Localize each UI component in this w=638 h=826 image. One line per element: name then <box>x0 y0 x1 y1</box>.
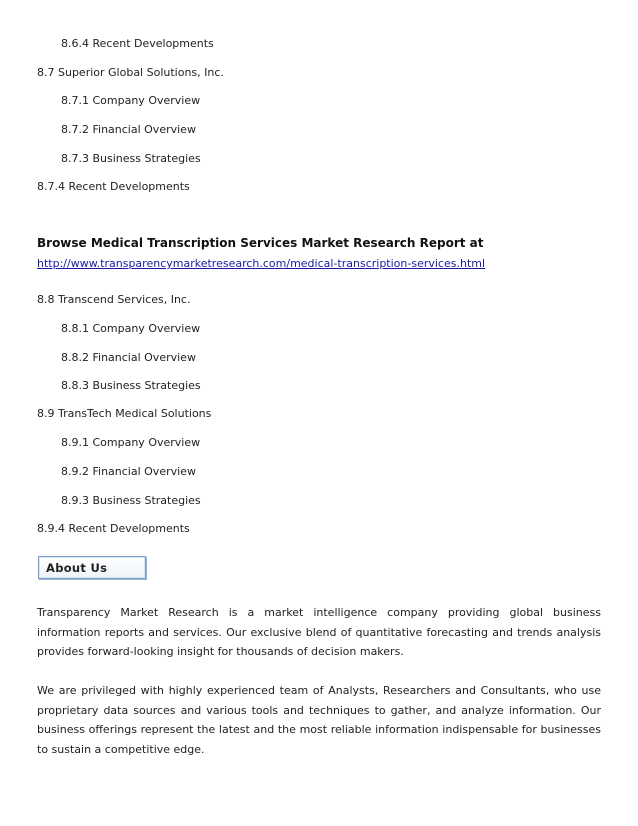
toc-item: 8.9.2 Financial Overview <box>61 465 196 478</box>
toc-item: 8.8.2 Financial Overview <box>61 351 196 364</box>
about-us-label: About Us <box>46 561 108 575</box>
report-link[interactable]: http://www.transparencymarketresearch.com/medical-transcription-services.html <box>37 257 486 270</box>
toc-item: 8.8 Transcend Services, Inc. <box>37 293 191 306</box>
toc-item: 8.7.1 Company Overview <box>61 94 201 107</box>
about-paragraph: Transparency Market Research is a market intelligence company providing global business information reports and services. Our exclusive blend of quantitative forecasting and trends analysis provides forward-looking insight for thousands of decision makers. <box>37 606 601 658</box>
browse-heading: Browse Medical Transcription Services Market Research Report at <box>37 236 484 250</box>
toc-item: 8.9.4 Recent Developments <box>37 522 190 535</box>
toc-item: 8.7.4 Recent Developments <box>37 180 190 193</box>
toc-item: 8.8.3 Business Strategies <box>61 379 201 392</box>
about-us-box <box>38 556 146 579</box>
about-paragraph: We are privileged with highly experienced team of Analysts, Researchers and Consultants, who use proprietary data sources and various tools and techniques to gather, and analyze information. Our business offerings represent the latest and the most reliable information indispensable for businesses to sustain a competitive edge. <box>37 684 601 756</box>
toc-item: 8.9.1 Company Overview <box>61 436 201 449</box>
toc-item: 8.6.4 Recent Developments <box>61 37 214 50</box>
toc-item: 8.9 TransTech Medical Solutions <box>37 407 212 420</box>
toc-item: 8.7.2 Financial Overview <box>61 123 196 136</box>
toc-item: 8.7 Superior Global Solutions, Inc. <box>37 66 224 79</box>
toc-item: 8.8.1 Company Overview <box>61 322 201 335</box>
toc-item: 8.7.3 Business Strategies <box>61 152 201 165</box>
toc-item: 8.9.3 Business Strategies <box>61 494 201 507</box>
